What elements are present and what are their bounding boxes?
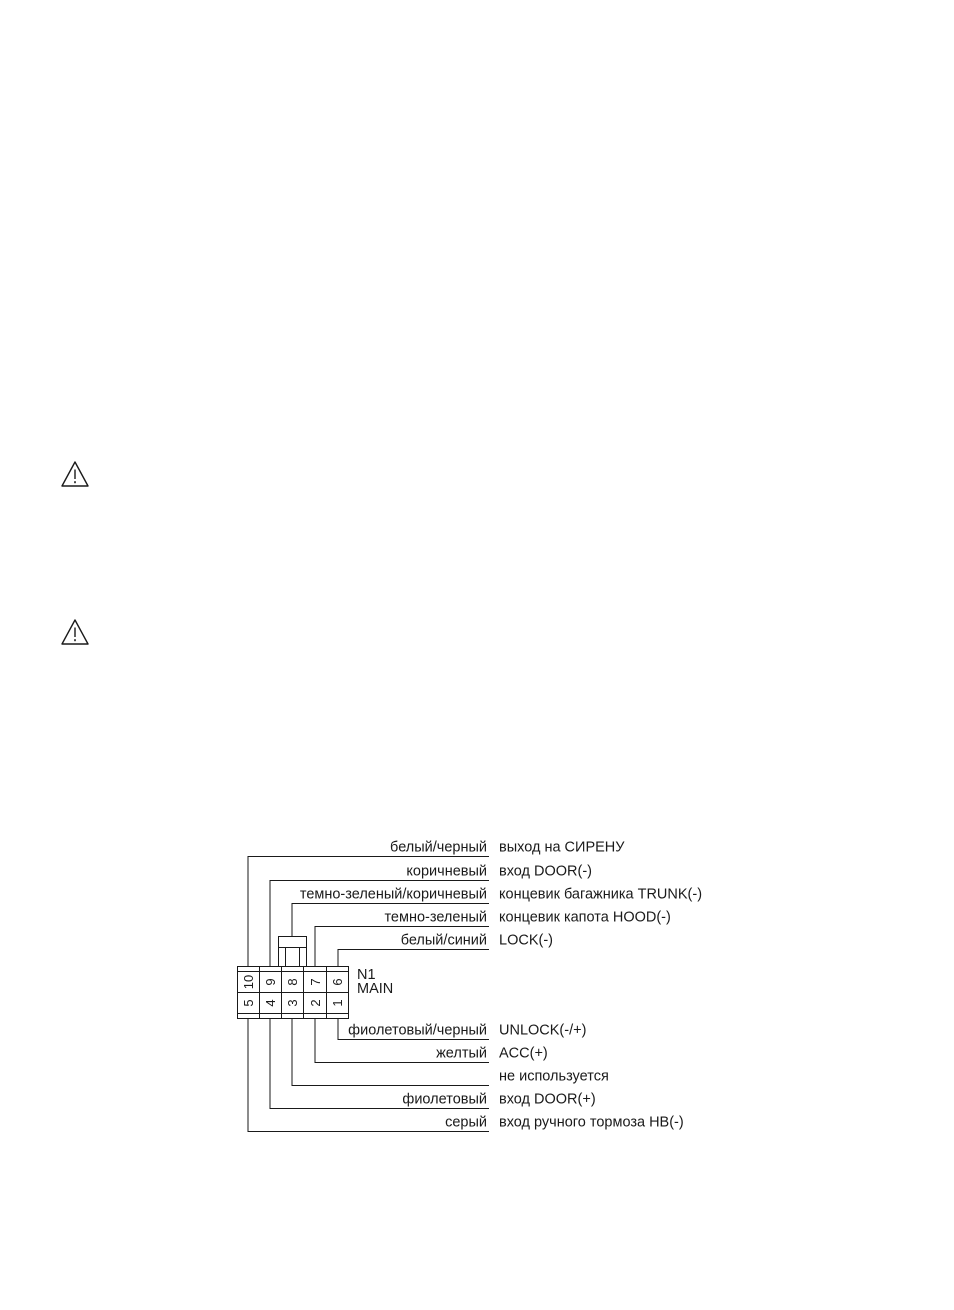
pin-number: 3 — [285, 999, 300, 1007]
wire-function-label: вход DOOR(+) — [499, 1091, 596, 1108]
top-wire-labels — [300, 840, 702, 949]
pin-number: 7 — [308, 978, 323, 986]
wire-function-label: концевик капота HOOD(-) — [499, 909, 671, 926]
wire-function-label: не используется — [499, 1068, 609, 1085]
pin-number: 10 — [241, 974, 256, 990]
wire-color-label: темно-зеленый/коричневый — [299, 886, 487, 903]
connector-name: N1 — [357, 967, 376, 983]
wire-color-label: белый/черный — [390, 839, 487, 856]
connector-body — [238, 967, 349, 1019]
wire-function-label: концевик багажника TRUNK(-) — [499, 886, 703, 903]
wire-color-label: серый — [445, 1114, 487, 1131]
connector-subname: MAIN — [357, 981, 394, 997]
pin-number: 5 — [241, 999, 256, 1007]
wire-function-label: выход на СИРЕНУ — [499, 839, 625, 856]
wire-color-label: белый/синий — [400, 932, 487, 949]
pin-number: 9 — [263, 978, 278, 986]
wire-color-label: фиолетовый — [402, 1091, 487, 1108]
wire-function-label: вход ручного тормоза HB(-) — [499, 1114, 684, 1131]
jumper-bracket — [279, 937, 307, 967]
pin-number: 1 — [330, 999, 345, 1007]
wire-color-label: фиолетовый/черный — [348, 1022, 487, 1039]
pin-number: 8 — [285, 978, 300, 986]
wire-color-label: темно-зеленый — [384, 909, 487, 926]
bottom-wire-labels — [348, 1023, 684, 1131]
wire-pin-6 — [338, 950, 489, 967]
wire-color-label: желтый — [436, 1045, 487, 1062]
pin-number: 6 — [330, 978, 345, 986]
pin-number: 4 — [263, 999, 278, 1007]
wire-color-label: коричневый — [406, 863, 487, 880]
pin-number: 2 — [308, 999, 323, 1007]
wire-function-label: LOCK(-) — [499, 932, 553, 949]
wire-function-label: UNLOCK(-/+) — [499, 1022, 587, 1039]
wire-function-label: вход DOOR(-) — [499, 863, 593, 880]
wire-function-label: ACC(+) — [499, 1045, 548, 1062]
